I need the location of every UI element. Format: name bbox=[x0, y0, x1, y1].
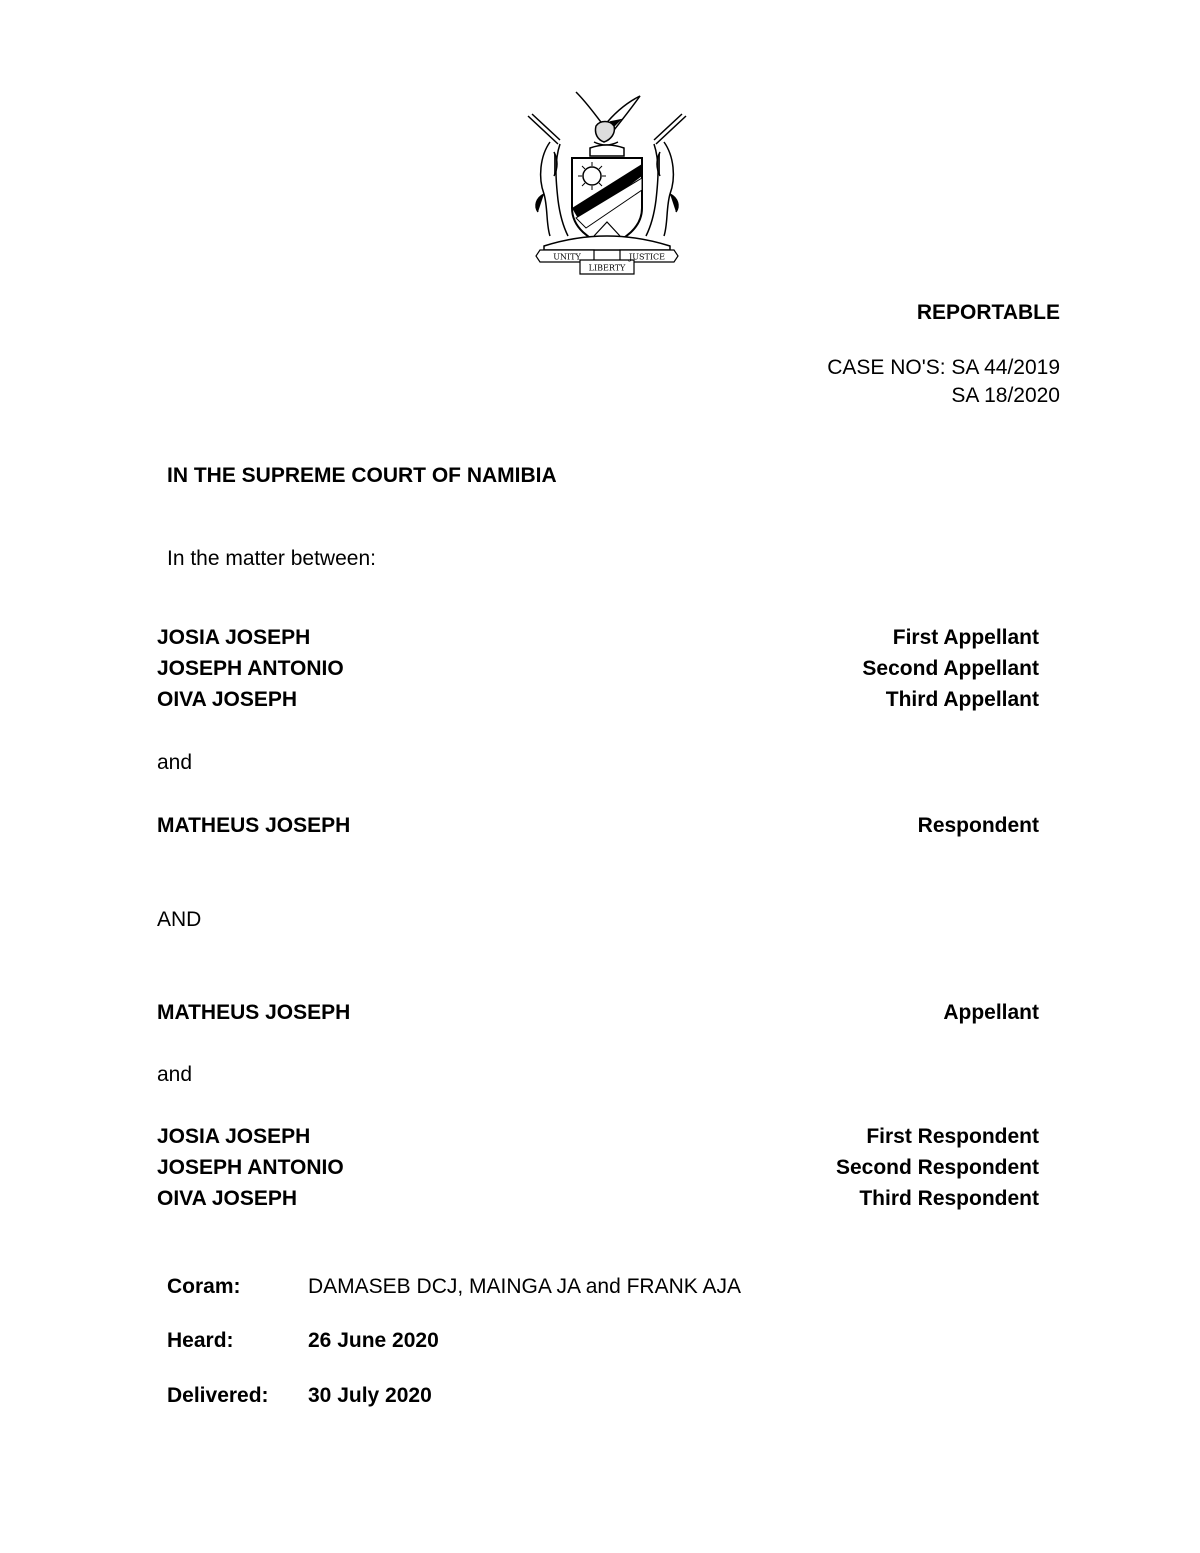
motto-justice: JUSTICE bbox=[629, 252, 665, 262]
party-row bbox=[157, 1152, 1039, 1183]
party-role: Appellant bbox=[943, 1001, 1039, 1024]
party-role: Third Appellant bbox=[885, 688, 1039, 711]
party-name: MATHEUS JOSEPH bbox=[157, 1001, 351, 1024]
party-role: Second Respondent bbox=[835, 1156, 1039, 1179]
party-row bbox=[157, 1121, 1039, 1152]
party-row bbox=[157, 622, 1039, 653]
coram-value: DAMASEB DCJ, MAINGA JA and FRANK AJA bbox=[308, 1275, 741, 1298]
party-row bbox=[157, 997, 1039, 1028]
party-role: First Respondent bbox=[866, 1125, 1039, 1148]
party-row bbox=[157, 653, 1039, 684]
party-role: Second Appellant bbox=[862, 657, 1039, 680]
conjunction: and bbox=[157, 1063, 193, 1086]
delivered-value: 30 July 2020 bbox=[308, 1384, 432, 1407]
party-role: First Appellant bbox=[892, 626, 1039, 649]
oryx-left-icon bbox=[528, 114, 568, 236]
party-name: JOSEPH ANTONIO bbox=[157, 657, 344, 680]
oryx-right-icon bbox=[646, 114, 686, 236]
case-numbers-line1: CASE NO'S: SA 44/2019 bbox=[827, 356, 1060, 379]
motto-unity: UNITY bbox=[553, 252, 581, 262]
delivered-label: Delivered: bbox=[167, 1384, 269, 1407]
party-row bbox=[157, 684, 1039, 715]
motto-scroll bbox=[536, 250, 678, 274]
party-row bbox=[157, 1183, 1039, 1214]
heard-label: Heard: bbox=[167, 1329, 234, 1352]
matter-separator: AND bbox=[157, 908, 202, 931]
reportable-label: REPORTABLE bbox=[916, 301, 1060, 324]
matter-intro: In the matter between: bbox=[167, 547, 376, 570]
heard-value: 26 June 2020 bbox=[308, 1329, 439, 1352]
party-role: Third Respondent bbox=[859, 1187, 1039, 1210]
party-name: JOSIA JOSEPH bbox=[157, 626, 311, 649]
party-name: OIVA JOSEPH bbox=[157, 1187, 298, 1210]
party-role: Respondent bbox=[917, 814, 1039, 837]
coat-of-arms bbox=[524, 86, 690, 282]
party-row bbox=[157, 810, 1039, 841]
party-name: JOSIA JOSEPH bbox=[157, 1125, 311, 1148]
motto-liberty: LIBERTY bbox=[588, 263, 626, 273]
party-name: JOSEPH ANTONIO bbox=[157, 1156, 344, 1179]
case-numbers-line2: SA 18/2020 bbox=[951, 384, 1060, 407]
court-title: IN THE SUPREME COURT OF NAMIBIA bbox=[167, 464, 557, 487]
shield-icon bbox=[572, 158, 642, 246]
party-name: OIVA JOSEPH bbox=[157, 688, 298, 711]
conjunction: and bbox=[157, 751, 193, 774]
eagle-icon bbox=[576, 92, 640, 145]
coram-label: Coram: bbox=[167, 1275, 241, 1298]
party-name: MATHEUS JOSEPH bbox=[157, 814, 351, 837]
